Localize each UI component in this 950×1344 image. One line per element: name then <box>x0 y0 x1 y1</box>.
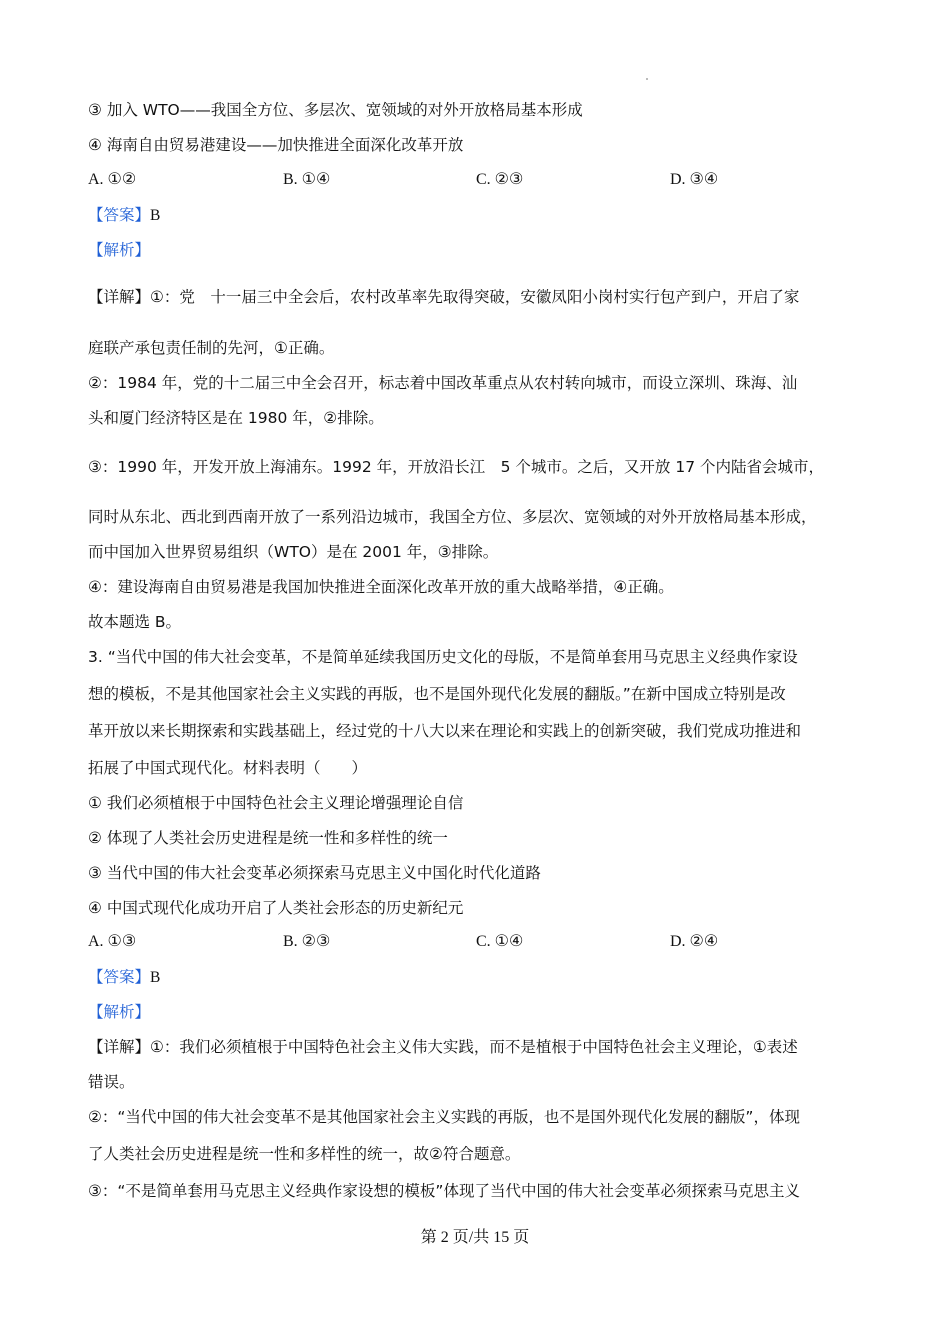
q3-stem-line-2: 想的模板，不是其他国家社会主义实践的再版，也不是国外现代化发展的翻版。”在新中国成立特别是改 <box>88 685 786 703</box>
q3-detail-line-4: 了人类社会历史进程是统一性和多样性的统一，故②符合题意。 <box>88 1145 521 1163</box>
q3-detail-line-3: ②：“当代中国的伟大社会变革不是其他国家社会主义实践的再版，也不是国外现代化发展的翻版”，体现 <box>88 1108 800 1126</box>
q3-stem-line-1: 3. “当代中国的伟大社会变革，不是简单延续我国历史文化的母版，不是简单套用马克思主义经典作家设 <box>88 648 798 666</box>
q2-detail-line-5: ③：1990 年，开发开放上海浦东。1992 年，开放沿长江 5 个城市。之后，又开放 17 个内陆省会城市， <box>88 458 825 476</box>
answer-label: 【答案】 <box>88 206 151 224</box>
detail-label: 【详解】 <box>88 1038 151 1056</box>
q3-item-4: ④ 中国式现代化成功开启了人类社会形态的历史新纪元 <box>88 899 464 917</box>
q2-option-a: A. ①② <box>88 171 137 188</box>
q2-detail-line-3: ②：1984 年，党的十二届三中全会召开，标志着中国改革重点从农村转向城市，而设立深圳、珠海、汕 <box>88 374 798 392</box>
q3-option-b: B. ②③ <box>283 933 331 950</box>
q3-analysis-label: 【解析】 <box>88 1003 151 1021</box>
q3-option-a: A. ①③ <box>88 933 137 950</box>
q2-detail-line-2: 庭联产承包责任制的先河，①正确。 <box>88 339 335 357</box>
q3-stem-line-3: 革开放以来长期探索和实践基础上，经过党的十八大以来在理论和实践上的创新突破，我们党成功推进和 <box>88 722 802 740</box>
q2-option-d: D. ③④ <box>670 171 719 188</box>
answer-value: B <box>150 969 161 986</box>
q2-detail-line-8: ④：建设海南自由贸易港是我国加快推进全面深化改革开放的重大战略举措，④正确。 <box>88 578 674 596</box>
q2-item-3: ③ 加入 WTO——我国全方位、多层次、宽领域的对外开放格局基本形成 <box>88 101 583 119</box>
q2-answer <box>88 204 160 227</box>
q2-option-c: C. ②③ <box>476 171 524 188</box>
q2-conclusion: 故本题选 B。 <box>88 613 182 631</box>
q3-detail-line-5: ③：“不是简单套用马克思主义经典作家设想的模板”体现了当代中国的伟大社会变革必须探索马克思主义 <box>88 1182 800 1200</box>
detail-text: ①：党 十一届三中全会后，农村改革率先取得突破，安徽凤阳小岗村实行包产到户，开启了家 <box>150 288 800 306</box>
q3-option-c: C. ①④ <box>476 933 524 950</box>
q3-option-d: D. ②④ <box>670 933 719 950</box>
q2-analysis-label: 【解析】 <box>88 241 151 259</box>
page-footer: 第 2 页/共 15 页 <box>420 1229 530 1246</box>
q2-detail-line-1 <box>88 286 799 308</box>
q3-item-1: ① 我们必须植根于中国特色社会主义理论增强理论自信 <box>88 794 464 812</box>
scan-dot <box>646 78 648 80</box>
q3-detail-line-2: 错误。 <box>88 1073 135 1091</box>
q2-detail-line-7: 而中国加入世界贸易组织（WTO）是在 2001 年，③排除。 <box>88 543 499 561</box>
q2-item-4: ④ 海南自由贸易港建设——加快推进全面深化改革开放 <box>88 136 464 154</box>
q2-detail-line-4: 头和厦门经济特区是在 1980 年，②排除。 <box>88 409 384 427</box>
q3-item-2: ② 体现了人类社会历史进程是统一性和多样性的统一 <box>88 829 448 847</box>
answer-label: 【答案】 <box>88 968 151 986</box>
q3-stem-line-4: 拓展了中国式现代化。材料表明（ ） <box>88 759 368 777</box>
q3-detail-line-1 <box>88 1036 798 1058</box>
q2-detail-line-6: 同时从东北、西北到西南开放了一系列沿边城市，我国全方位、多层次、宽领域的对外开放格局基本形成， <box>88 508 817 526</box>
q3-item-3: ③ 当代中国的伟大社会变革必须探索马克思主义中国化时代化道路 <box>88 864 541 882</box>
detail-label: 【详解】 <box>88 288 151 306</box>
q2-option-b: B. ①④ <box>283 171 331 188</box>
q3-answer <box>88 966 160 989</box>
answer-value: B <box>150 207 161 224</box>
detail-text: ①：我们必须植根于中国特色社会主义伟大实践，而不是植根于中国特色社会主义理论，①表述 <box>150 1038 798 1056</box>
